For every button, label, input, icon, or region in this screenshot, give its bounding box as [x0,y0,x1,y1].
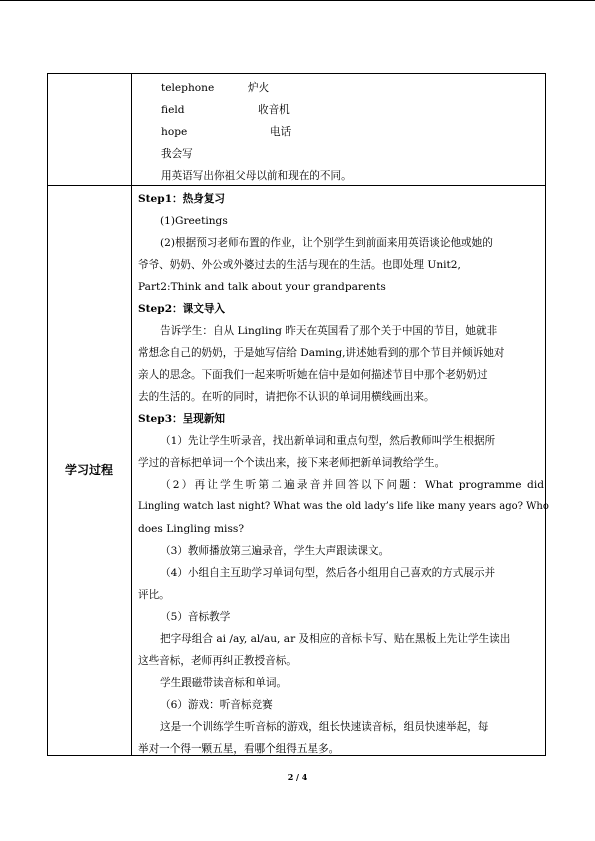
step3-line: 学生跟磁带读音标和单词。 [160,677,288,689]
step2-title: Step2：课文导入 [138,303,226,315]
step2-line: 去的生活的。在听的同时，请把你不认识的单词用横线画出来。 [138,391,435,403]
step3-line: （3）教师播放第三遍录音，学生大声跟读课文。 [160,545,390,557]
vocab-word: telephone [161,82,215,94]
table-top-border [47,73,546,74]
vocab-meaning: 收音机 [258,104,290,116]
step3-line: 这些音标，老师再纠正教授音标。 [138,655,297,667]
write-task: 用英语写出你祖父母以前和现在的不同。 [161,170,352,182]
step3-line: Lingling watch last night? What was the old lady’s life like many years ago? Who [138,501,549,512]
step3-title: Step3：呈现新知 [138,413,226,425]
step3-line: （6）游戏：听音标竞赛 [160,699,273,711]
write-heading: 我会写 [161,148,193,160]
step3-line: 学过的音标把单词一个个读出来，接下来老师把新单词教给学生。 [138,457,446,469]
step2-line: 常想念自己的奶奶，于是她写信给 Daming,讲述她看到的那个节目并倾诉她对 [138,347,505,359]
vocab-meaning: 炉火 [248,82,270,94]
step3-line: 这是一个训练学生听音标的游戏，组长快速读音标，组员快速举起，每 [160,721,489,733]
step2-line: 亲人的思念。下面我们一起来听听她在信中是如何描述节目中那个老奶奶过 [138,369,488,381]
step3-line: 举对一个得一颗五星，看哪个组得五星多。 [138,743,340,755]
step1-line: 爷爷、奶奶、外公或外婆过去的生活与现在的生活。也即处理 Unit2, [138,259,461,271]
vocab-word: field [161,104,185,116]
step1-line: (1)Greetings [160,215,228,227]
page-number: 2 / 4 [287,772,308,782]
page-top-rule [0,0,595,1]
step3-line: （2）再让学生听第二遍录音并回答以下问题：What programme did [160,479,544,491]
vocab-word: hope [161,126,188,138]
step1-title: Step1：热身复习 [138,193,226,205]
table-left-border [47,73,48,755]
step3-line: （4）小组自主互助学习单词句型，然后各小组用自己喜欢的方式展示并 [160,567,496,579]
step3-line: 把字母组合 ai /ay, al/au, ar 及相应的音标卡写、贴在黑板上先让学生读出 [160,633,511,645]
table-column-divider [131,73,132,755]
table-row-divider [47,185,546,186]
step1-line: Part2:Think and talk about your grandparents [138,281,386,293]
table-right-border [545,73,546,755]
step3-line: （5）音标教学 [160,611,231,623]
row-label: 学习过程 [64,463,113,477]
step3-line: （1）先让学生听录音，找出新单词和重点句型，然后教师叫学生根据所 [160,435,496,447]
step2-line: 告诉学生：自从 Lingling 昨天在英国看了那个关于中国的节目，她就非 [160,325,498,337]
step3-line: 评比。 [138,589,170,601]
step1-line: (2)根据预习老师布置的作业，让个别学生到前面来用英语谈论他或她的 [160,237,493,249]
step3-line: does Lingling miss? [138,523,244,535]
vocab-meaning: 电话 [270,126,292,138]
